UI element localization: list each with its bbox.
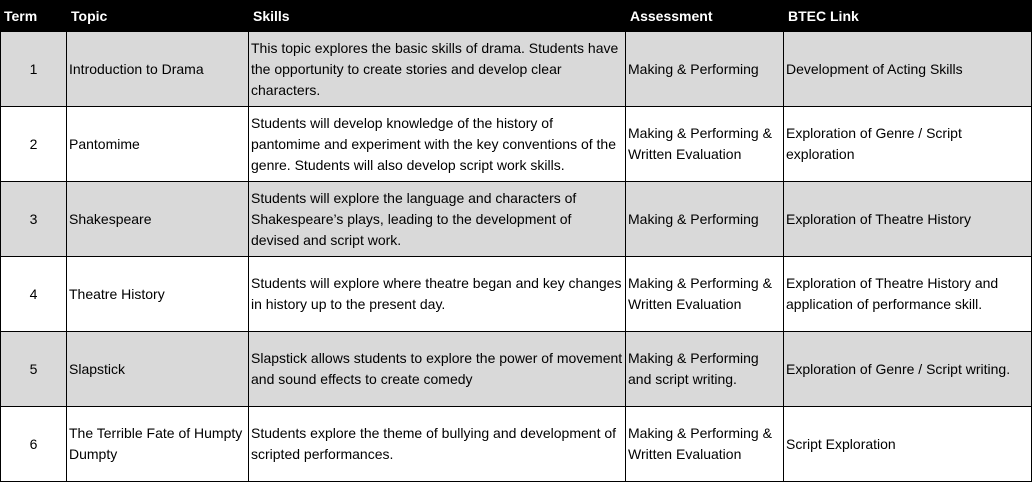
btec-link-cell: Exploration of Theatre History and application of performance skill. [784, 257, 1032, 332]
skills-cell: Students will explore where theatre began and key changes in history up to the present day. [249, 257, 626, 332]
btec-link-cell: Exploration of Genre / Script exploration [784, 107, 1032, 182]
btec-link-cell: Exploration of Theatre History [784, 182, 1032, 257]
topic-cell: Slapstick [67, 332, 249, 407]
assessment-cell: Making & Performing [626, 182, 784, 257]
term-cell: 2 [1, 107, 67, 182]
table-row [1, 107, 1032, 182]
header-btec-link: BTEC Link [784, 1, 1032, 32]
table-header [1, 1, 1032, 32]
skills-cell: Students explore the theme of bullying and development of scripted performances. [249, 407, 626, 482]
assessment-cell: Making & Performing [626, 32, 784, 107]
btec-link-cell: Script Exploration [784, 407, 1032, 482]
header-term: Term [1, 1, 67, 32]
btec-link-cell: Exploration of Genre / Script writing. [784, 332, 1032, 407]
header-assessment: Assessment [626, 1, 784, 32]
header-row [1, 1, 1032, 32]
term-cell: 1 [1, 32, 67, 107]
skills-cell: Students will develop knowledge of the history of pantomime and experiment with the key conventions of the genre. Students will also develop script work skills. [249, 107, 626, 182]
term-cell: 6 [1, 407, 67, 482]
assessment-cell: Making & Performing and script writing. [626, 332, 784, 407]
table-row [1, 332, 1032, 407]
assessment-cell: Making & Performing & Written Evaluation [626, 257, 784, 332]
topic-cell: Shakespeare [67, 182, 249, 257]
term-cell: 4 [1, 257, 67, 332]
skills-cell: This topic explores the basic skills of drama. Students have the opportunity to create stories and develop clear characters. [249, 32, 626, 107]
header-topic: Topic [67, 1, 249, 32]
table-row [1, 32, 1032, 107]
topic-cell: Introduction to Drama [67, 32, 249, 107]
assessment-cell: Making & Performing & Written Evaluation [626, 407, 784, 482]
assessment-cell: Making & Performing & Written Evaluation [626, 107, 784, 182]
table-row [1, 407, 1032, 482]
table-row [1, 257, 1032, 332]
term-cell: 5 [1, 332, 67, 407]
topic-cell: Pantomime [67, 107, 249, 182]
table-body [1, 32, 1032, 482]
skills-cell: Slapstick allows students to explore the power of movement and sound effects to create comedy [249, 332, 626, 407]
btec-link-cell: Development of Acting Skills [784, 32, 1032, 107]
header-skills: Skills [249, 1, 626, 32]
topic-cell: Theatre History [67, 257, 249, 332]
topic-cell: The Terrible Fate of Humpty Dumpty [67, 407, 249, 482]
term-cell: 3 [1, 182, 67, 257]
table-row [1, 182, 1032, 257]
skills-cell: Students will explore the language and characters of Shakespeare’s plays, leading to the development of devised and script work. [249, 182, 626, 257]
